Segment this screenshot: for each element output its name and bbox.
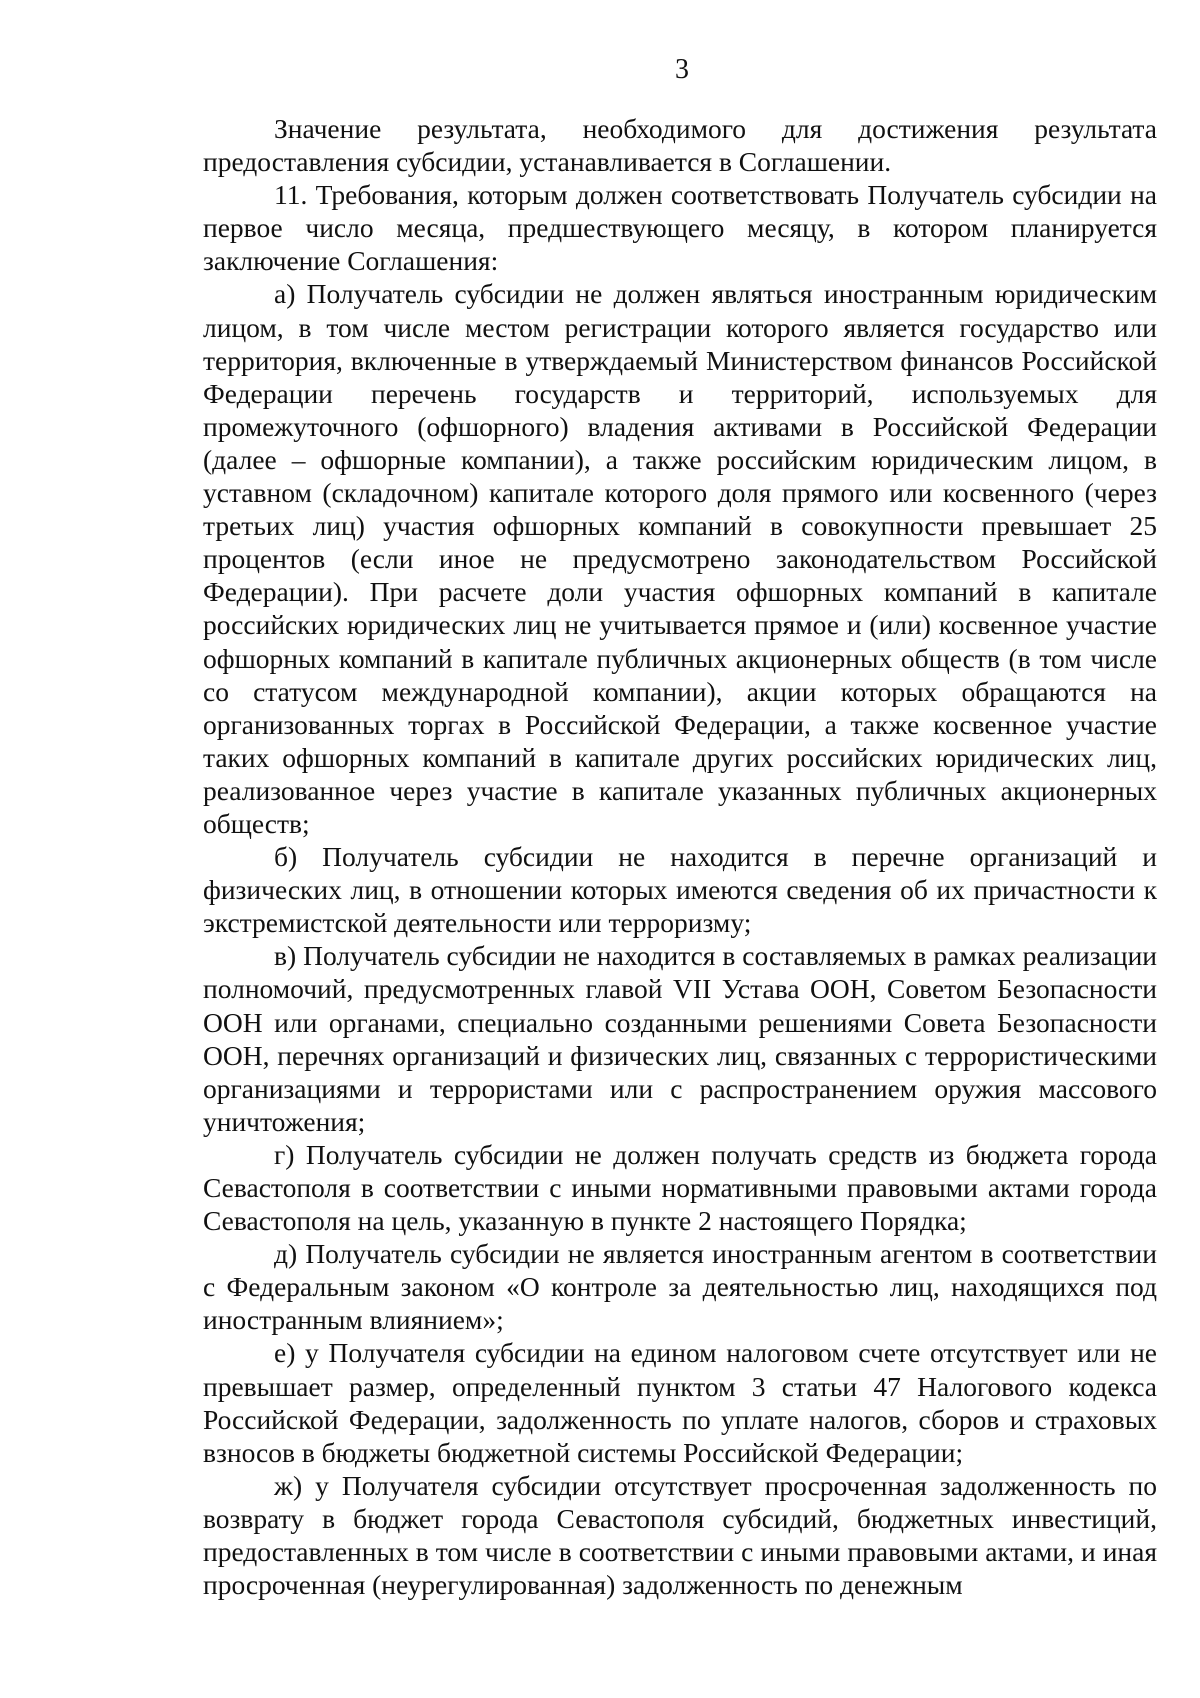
paragraph-result-value: Значение результата, необходимого для достижения результата предоставления субсидии, устанавливается в Соглашении.	[203, 113, 1157, 178]
paragraph-item-zh: ж) у Получателя субсидии отсутствует просроченная задолженность по возврату в бюджет города Севастополя субсидий, бюджетных инвестиций, предоставленных в том числе в соответствии с иными правовыми актами, и иная просроченная (неурегулированная) задолженность по денежным	[203, 1469, 1157, 1601]
page-number: 3	[675, 54, 689, 85]
paragraph-item-d: д) Получатель субсидии не является иностранным агентом в соответствии с Федеральным законом «О контроле за деятельностью лиц, находящихся под иностранным влиянием»;	[203, 1238, 1157, 1336]
paragraph-item-g: г) Получатель субсидии не должен получать средств из бюджета города Севастополя в соответствии с иными нормативными правовыми актами города Севастополя на цель, указанную в пункте 2 настоящего Порядка;	[203, 1138, 1157, 1237]
paragraph-item-b: б) Получатель субсидии не находится в перечне организаций и физических лиц, в отношении которых имеются сведения об их причастности к экстремистской деятельности или терроризму;	[203, 841, 1157, 939]
paragraph-item-a: а) Получатель субсидии не должен являться иностранным юридическим лицом, в том числе местом регистрации которого является государство или территория, включенные в утверждаемый Министерством финансов Российской Федерации перечень государств и территорий, используемых для промежуточного (офшорного) владения активами в Российской Федерации (далее – офшорные компании), а также российским юридическим лицом, в уставном (складочном) капитале которого доля прямого или косвенного (через третьих лиц) участия офшорных компаний в совокупности превышает 25 процентов (если иное не предусмотрено законодательством Российской Федерации). При расчете доли участия офшорных компаний в капитале российских юридических лиц не учитывается прямое и (или) косвенное участие офшорных компаний в капитале публичных акционерных обществ (в том числе со статусом международной компании), акции которых обращаются на организованных торгах в Российской Федерации, а также косвенное участие таких офшорных компаний в капитале других российских юридических лиц, реализованное через участие в капитале указанных публичных акционерных обществ;	[203, 278, 1157, 839]
paragraph-item-e: е) у Получателя субсидии на едином налоговом счете отсутствует или не превышает размер, определенный пунктом 3 статьи 47 Налогового кодекса Российской Федерации, задолженность по уплате налогов, сборов и страховых взносов в бюджеты бюджетной системы Российской Федерации;	[203, 1337, 1157, 1468]
paragraph-requirements-11: 11. Требования, которым должен соответствовать Получатель субсидии на первое число месяца, предшествующего месяцу, в котором планируется заключение Соглашения:	[203, 179, 1157, 277]
paragraph-item-v: в) Получатель субсидии не находится в составляемых в рамках реализации полномочий, предусмотренных главой VII Устава ООН, Советом Безопасности ООН или органами, специально созданными решениями Совета Безопасности ООН, перечнях организаций и физических лиц, связанных с террористическими организациями и террористами или с распространением оружия массового уничтожения;	[203, 940, 1157, 1137]
document-body	[203, 112, 1157, 1601]
